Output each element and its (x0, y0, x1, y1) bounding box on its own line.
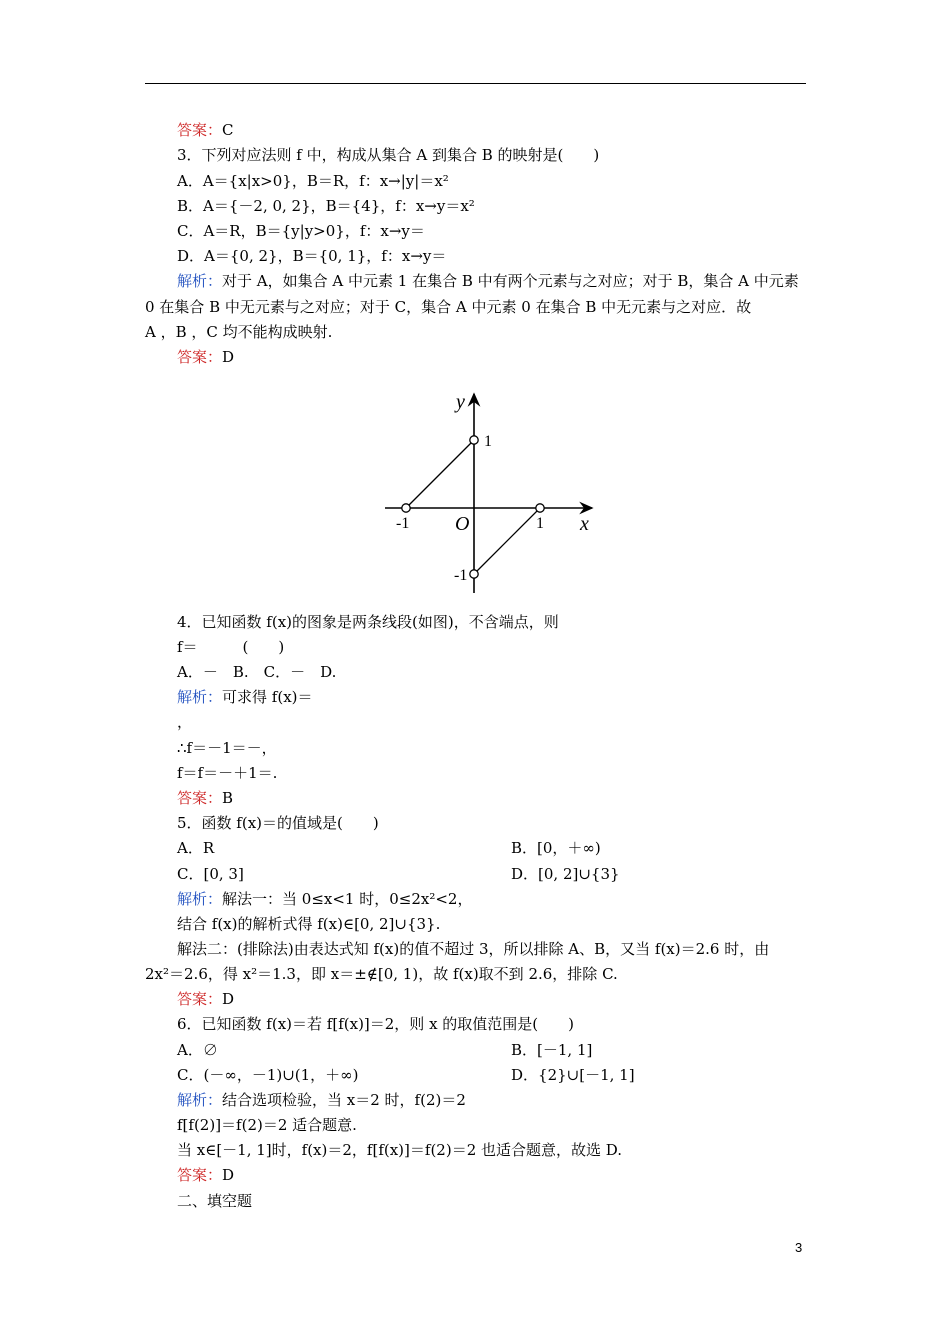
open-point-0-1 (470, 436, 478, 444)
header-rule (145, 83, 806, 84)
text-line (177, 1040, 218, 1060)
analysis-label: 解析： (177, 688, 223, 706)
text-line (145, 964, 618, 984)
line-text: A．－ B. C．－ D. (177, 663, 337, 681)
text-line (177, 1140, 622, 1160)
line-text: 二、填空题 (177, 1192, 253, 1210)
segment-left (406, 440, 474, 508)
text-line (177, 712, 192, 732)
text-line (177, 813, 379, 833)
line-text: f＝ ( ) (177, 638, 285, 656)
text-line (177, 637, 284, 657)
x-axis-label: x (580, 513, 589, 535)
line-text: f＝f＝－＋1＝. (177, 764, 278, 782)
answer-value: D (222, 348, 235, 366)
line-text: A．R (177, 839, 215, 857)
tick-label-y-neg1: -1 (454, 567, 468, 584)
open-point-0-neg1 (470, 570, 478, 578)
answer-line (177, 788, 233, 808)
text-line (177, 914, 440, 934)
line-text: A．∅ (177, 1041, 218, 1059)
line-text: D．[0, 2]∪{3} (511, 865, 620, 883)
line-text: 当 x∈[－1, 1]时，f(x)＝2，f[f(x)]＝f(2)＝2 也适合题意，故选 D. (177, 1141, 623, 1159)
line-text: 0 在集合 B 中无元素与之对应；对于 C，集合 A 中元素 0 在集合 B 中无元素与之对应．故 (145, 298, 752, 316)
line-text: 结合选项检验，当 x＝2 时，f(2)＝2 (222, 1091, 466, 1109)
line-text: 解法一：当 0≤x<1 时，0≤2x²<2， (222, 890, 473, 908)
line-text: C．A＝R，B＝{y|y>0}，f：x→y＝ (177, 222, 425, 240)
text-line (177, 246, 446, 266)
text-line (177, 864, 244, 884)
answer-label: 答案： (177, 990, 223, 1008)
line-text: B．[－1, 1] (511, 1041, 593, 1059)
answer-value: D (222, 1166, 235, 1184)
text-line (511, 838, 601, 858)
answer-value: D (222, 990, 235, 1008)
text-line (177, 1115, 357, 1135)
line-text: 5．函数 f(x)＝的值域是( ) (177, 814, 379, 832)
text-line (177, 939, 769, 959)
text-line (177, 1191, 252, 1211)
line-text: ， (177, 713, 193, 731)
answer-value: C (222, 121, 234, 139)
line-text: 6．已知函数 f(x)＝若 f[f(x)]＝2，则 x 的取值范围是( ) (177, 1015, 575, 1033)
text-line (511, 1040, 592, 1060)
line-text: A．A＝{x|x>0}，B＝R，f：x→|y|＝x² (177, 172, 449, 190)
tick-label-x-1: 1 (536, 515, 544, 532)
open-point-1-0 (536, 504, 544, 512)
text-line (177, 612, 559, 632)
text-line (177, 145, 599, 165)
analysis-line (177, 271, 799, 291)
segment-right (474, 508, 540, 574)
function-graph-figure (380, 388, 610, 600)
text-line (177, 221, 425, 241)
answer-label: 答案： (177, 1166, 223, 1184)
text-line (177, 838, 214, 858)
origin-label: O (455, 513, 470, 535)
answer-label: 答案： (177, 789, 223, 807)
open-point-neg1-0 (402, 504, 410, 512)
answer-line (177, 120, 234, 140)
answer-line (177, 347, 234, 367)
line-text: 4．已知函数 f(x)的图象是两条线段(如图)，不含端点，则 (177, 613, 559, 631)
text-line (511, 1065, 635, 1085)
answer-label: 答案： (177, 121, 223, 139)
text-line (177, 171, 449, 191)
line-text: B．[0，＋∞) (511, 839, 601, 857)
line-text: 对于 A，如集合 A 中元素 1 在集合 B 中有两个元素与之对应；对于 B，集合 A 中元素 (222, 272, 799, 290)
analysis-line (177, 1090, 466, 1110)
answer-line (177, 989, 234, 1009)
page-number: 3 (795, 1240, 803, 1255)
line-text: 结合 f(x)的解析式得 f(x)∈[0, 2]∪{3}. (177, 915, 441, 933)
analysis-label: 解析： (177, 890, 223, 908)
line-text: B．A＝{－2, 0, 2}，B＝{4}，f：x→y＝x² (177, 197, 475, 215)
answer-line (177, 1165, 234, 1185)
line-text: 解法二：(排除法)由表达式知 f(x)的值不超过 3，所以排除 A、B，又当 f(x)＝2.6 时，由 (177, 940, 770, 958)
text-line (177, 763, 277, 783)
text-line (511, 864, 620, 884)
tick-label-y-1: 1 (484, 433, 492, 450)
text-line (145, 322, 332, 342)
text-line (177, 1014, 574, 1034)
analysis-line (177, 687, 313, 707)
text-line (145, 297, 751, 317)
line-text: 3．下列对应法则 f 中，构成从集合 A 到集合 B 的映射是( ) (177, 146, 600, 164)
analysis-line (177, 889, 472, 909)
answer-label: 答案： (177, 348, 223, 366)
tick-label-x-neg1: -1 (396, 515, 410, 532)
text-line (177, 662, 336, 682)
text-line (177, 196, 475, 216)
line-text: 可求得 f(x)＝ (222, 688, 313, 706)
text-line (177, 738, 277, 758)
analysis-label: 解析： (177, 272, 223, 290)
line-text: C．(－∞，－1)∪(1，＋∞) (177, 1066, 359, 1084)
line-text: A ，B ，C 均不能构成映射. (145, 323, 333, 341)
line-text: C．[0, 3] (177, 865, 244, 883)
line-text: f[f(2)]＝f(2)＝2 适合题意. (177, 1116, 357, 1134)
analysis-label: 解析： (177, 1091, 223, 1109)
line-text: 2x²＝2.6，得 x²＝1.3，即 x＝±∉[0, 1)，故 f(x)取不到 2.6，排除 C. (145, 965, 618, 983)
line-text: D．{2}∪[－1, 1] (511, 1066, 635, 1084)
answer-value: B (222, 789, 234, 807)
line-text: ∴f＝－1＝－， (177, 739, 277, 757)
line-text: D．A＝{0, 2}，B＝{0, 1}，f：x→y＝ (177, 247, 447, 265)
text-line (177, 1065, 359, 1085)
y-axis-label: y (456, 391, 465, 413)
